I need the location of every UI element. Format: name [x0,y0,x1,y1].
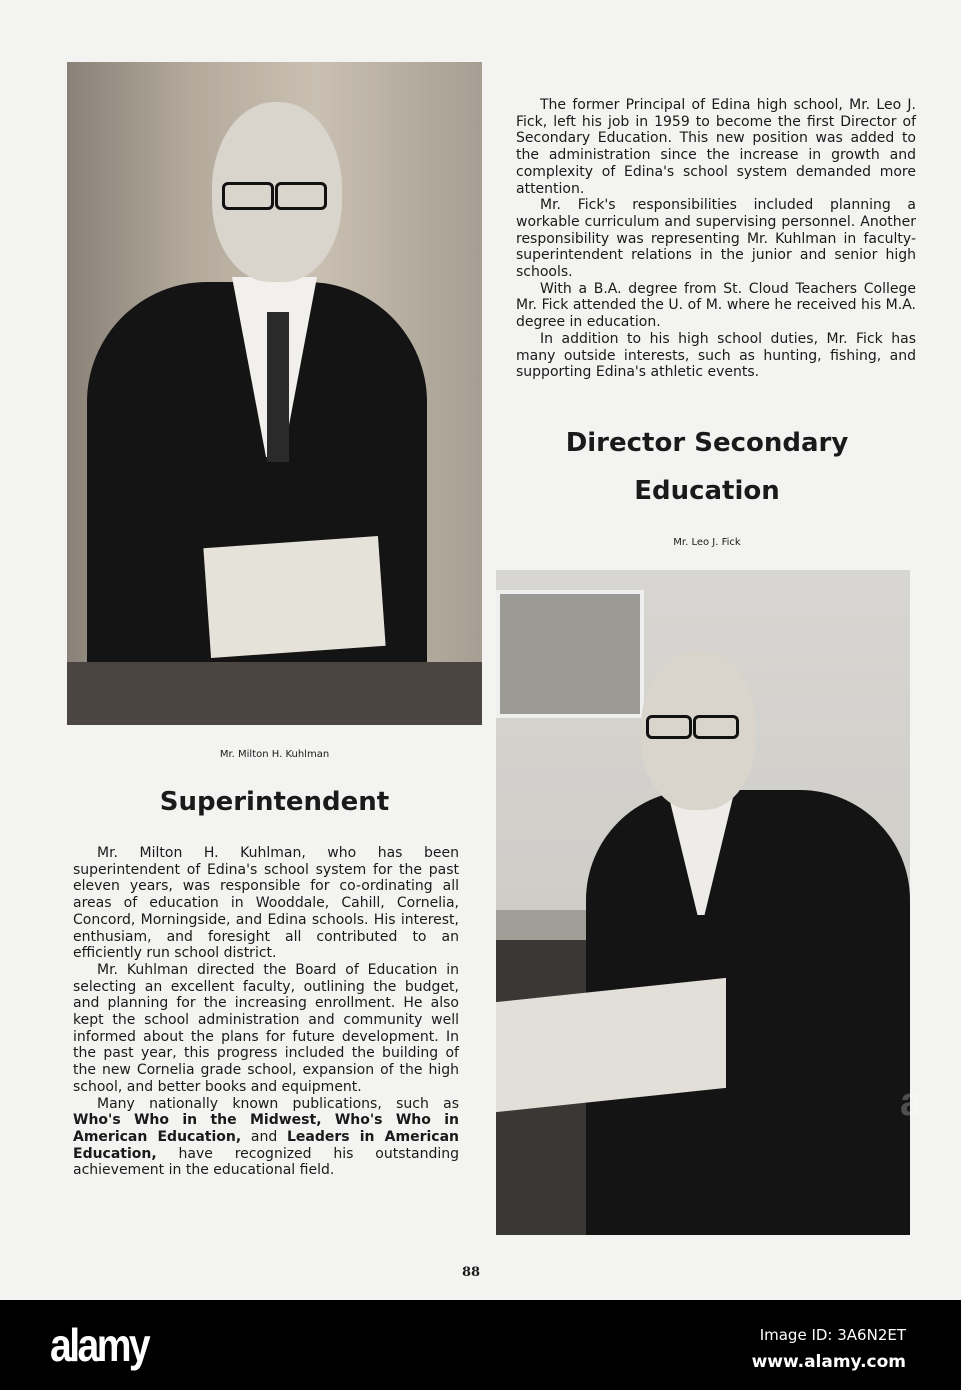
photo-leo-fick [496,570,910,1235]
photo-milton-kuhlman [67,62,482,725]
publication-title: Leaders in American Education, [73,1128,459,1162]
paragraph [73,962,459,1096]
photo-caption-fick: Mr. Leo J. Fick [673,537,741,548]
section-heading-director-line2: Education [634,476,780,506]
paragraph: Mr. Fick's responsibilities included planning a workable curriculum and supervising personnel. Another responsibility was representing Mr. Kuhlman in faculty-superintendent relations in the junior and senior high schools. [516,197,916,281]
publication-title: Who's Who in the Midwest, Who's Who in American Education, [73,1112,459,1145]
superintendent-body-text [73,845,459,1179]
paragraph [73,1096,459,1180]
text-segment: have recognized his outstanding achievement in the educational field. [73,1145,459,1179]
section-heading-superintendent: Superintendent [159,787,390,817]
watermark-alamy: a [900,1080,923,1124]
watermark-footer-bar [0,1300,961,1390]
text-segment: Mr. Milton H. Kuhlman, who has been superintendent of Edina's school system for the past eleven years, was responsible for co-ordinating all areas of education in Wooddale, Cahill, Cornelia, Concord, Morningside, and Edina schools. His interest, enthusiam, and foresight all contributed to an efficiently run school district. [73,845,459,962]
text-segment: Many nationally known publications, such as [97,1095,459,1112]
alamy-url: www.alamy.com [751,1352,906,1372]
image-id-label: Image ID: 3A6N2ET [759,1326,906,1344]
paragraph [73,845,459,962]
text-segment: Mr. Kuhlman directed the Board of Education in selecting an excellent faculty, outlining the budget, and planning for the increasing enrollment. He also kept the school administration and community well informed about the plans for future development. In the past year, this progress included the building of the new Cornelia grade school, expansion of the high school, and better books and equipment. [73,961,459,1095]
alamy-logo: alamy [50,1319,149,1371]
paragraph: The former Principal of Edina high school, Mr. Leo J. Fick, left his job in 1959 to become the first Director of Secondary Education. This new position was added to the administration since the increase in growth and complexity of Edina's school system demanded more attention. [516,97,916,197]
page-number: 88 [462,1265,481,1280]
paragraph: In addition to his high school duties, Mr. Fick has many outside interests, such as hunting, fishing, and supporting Edina's athletic events. [516,330,916,381]
photo-caption-kuhlman: Mr. Milton H. Kuhlman [219,749,330,760]
paragraph: With a B.A. degree from St. Cloud Teachers College Mr. Fick attended the U. of M. where he received his M.A. degree in education. [516,280,916,331]
director-body-text [516,97,916,381]
text-segment: and [241,1128,287,1145]
section-heading-director-line1: Director Secondary [565,428,849,458]
